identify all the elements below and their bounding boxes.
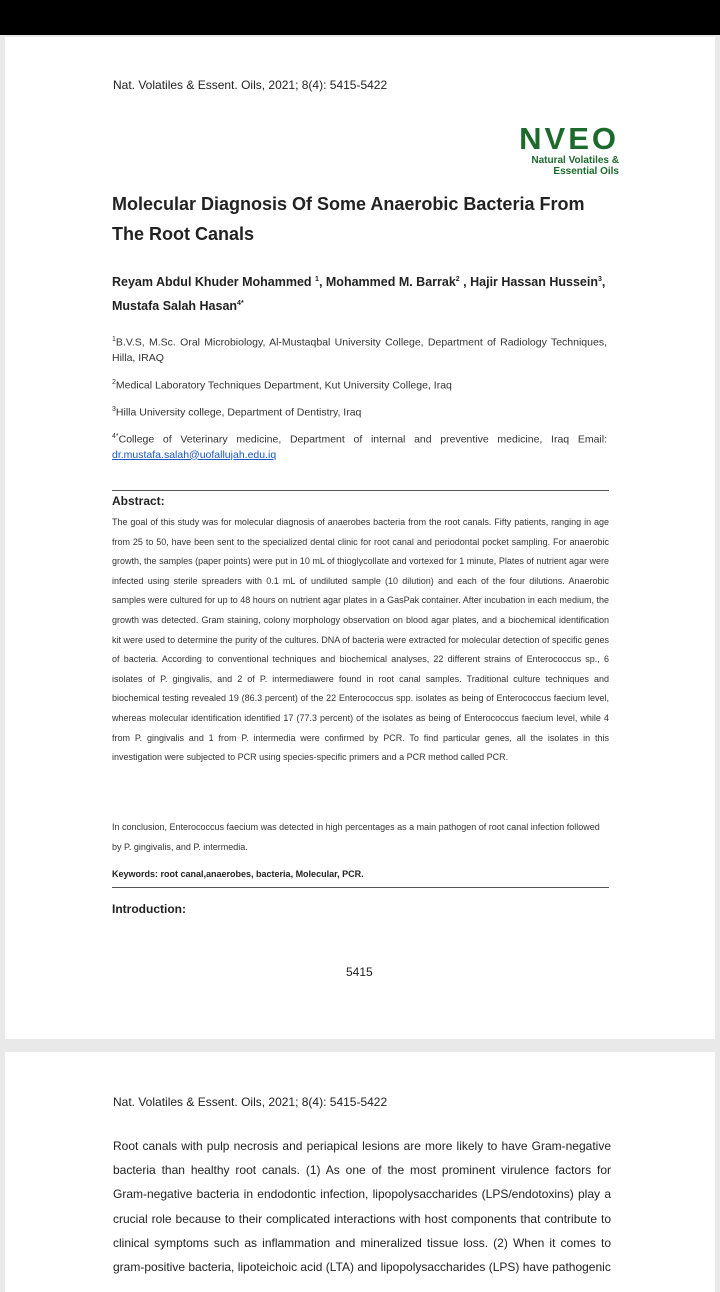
keywords: Keywords: root canal,anaerobes, bacteria, Molecular, PCR. (112, 869, 364, 879)
affiliation-1: $^1$B.V.S, M.Sc. Oral Microbiology, Al-Mustaqbal University College, Department of Radiology Techniques, Hilla, IRAQ (112, 336, 607, 364)
section-divider-bottom (112, 887, 609, 888)
affiliation-4: $^{4*}$College of Veterinary medicine, Department of internal and preventive medicine, Iraq Email: dr.mustafa.salah@uofallujah.edu.iq (112, 433, 607, 461)
logo-main-text: NVEO (519, 121, 619, 156)
top-status-bar (0, 0, 720, 35)
introduction-body: Root canals with pulp necrosis and periapical lesions are more likely to have Gram-negative bacteria than healthy root canals. (1) As one of the most prominent virulence factors for Gram-negative bacteria in endodontic infection, lipopolysaccharides (LPS/endotoxins) play a crucial role because to their complicated interactions with host components that contribute to clinical symptoms such as inflammation and mineralized tissue loss. (2) When it comes to gram-positive bacteria, lipoteichoic acid (LTA) and lipopolysaccharides (LPS) have pathogenic (113, 1139, 611, 1275)
abstract-body: The goal of this study was for molecular diagnosis of anaerobes bacteria from the root canals. Fifty patients, ranging in age from 25 to 50, have been sent to the specialized dental clinic for root canal and periodontal pocket sampling. For anaerobic growth, the samples (paper points) were put in 10 mL of thioglycollate and vortexed for 1 minute, Plates of nutrient agar were infected using sterile spreaders with 0.1 mL of undiluted sample (10 dilution) and each of the four dilutions. Anaerobic samples were cultured for up to 48 hours on nutrient agar plates in a GasPak container. After incubation in each medium, the growth was detected. Gram staining, colony morphology observation on blood agar plates, and a biochemical identification kit were used to determine the purity of the cultures. DNA of bacteria were extracted for molecular detection of specific genes of bacteria. According to conventional techniques and biochemical analyses, 22 different strains of Enterococcus sp., 6 isolates of P. gingivalis, and 2 of P. intermediawere found in root canal samples. Traditional culture techniques and biochemical testing revealed 19 (86.3 percent) of the 22 Enterococcus spp. isolates as being of Enterococcus faecium level, whereas molecular identification identified 17 (77.3 percent) of the isolates as being of Enterococcus faecium level, while 4 from P. gingivalis and 1 from P. intermedia were confirmed by PCR. To find particular genes, all the isolates in this investigation were subjected to PCR using species-specific primers and a PCR method called PCR. (112, 517, 609, 763)
affiliation-2: $^2$Medical Laboratory Techniques Department, Kut University College, Iraq (112, 379, 452, 392)
logo-subtitle-line1: Natural Volatiles & (531, 155, 619, 166)
author-3: , Hajir Hassan Hussein (459, 275, 598, 290)
journal-reference-page-2: Nat. Volatiles & Essent. Oils, 2021; 8(4): 5415-5422 (113, 1095, 388, 1109)
author-list: Reyam Abdul Khuder Mohammed $^1$, Mohammed M. Barrak$^2$ , Hajir Hassan Hussein$^3$, Mustafa Salah Hasan$^{4*}$ (112, 275, 606, 314)
abstract-heading: Abstract: (112, 494, 165, 508)
author-1: Reyam Abdul Khuder Mohammed (112, 275, 316, 290)
page-number: 5415 (346, 965, 373, 979)
author-2: , Mohammed M. Barrak (318, 275, 456, 290)
nveo-logo (519, 123, 619, 177)
logo-subtitle-line2: Essential Oils (553, 166, 619, 177)
email-link[interactable]: dr.mustafa.salah@uofallujah.edu.iq (112, 448, 277, 461)
document-page-2 (5, 1052, 715, 1292)
document-page-1 (5, 37, 715, 1039)
abstract-conclusion: In conclusion, Enterococcus faecium was detected in high percentages as a main pathogen of root canal infection followed by P. gingivalis, and P. intermedia. (112, 822, 600, 852)
affiliation-3: $^3$Hilla University college, Department of Dentistry, Iraq (112, 406, 362, 419)
author-4: , Mustafa Salah Hasan (112, 275, 606, 314)
introduction-heading: Introduction: (112, 902, 186, 916)
journal-reference: Nat. Volatiles & Essent. Oils, 2021; 8(4): 5415-5422 (113, 78, 388, 92)
paper-title: Molecular Diagnosis Of Some Anaerobic Bacteria From The Root Canals (112, 194, 585, 244)
section-divider-top (112, 490, 609, 491)
